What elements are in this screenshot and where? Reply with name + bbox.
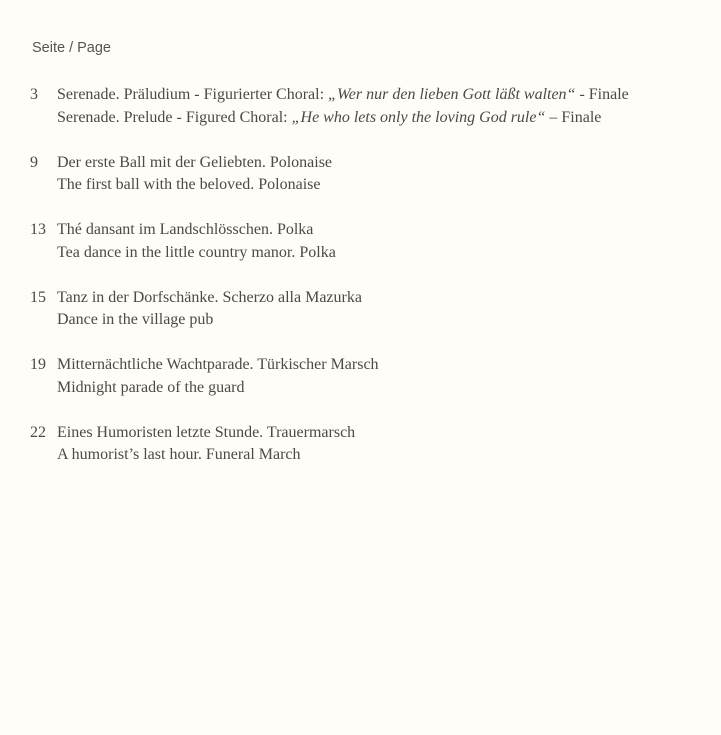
german-title: Der erste Ball mit der Geliebten. Polonaise [57, 153, 333, 171]
english-quote: „He who lets only the loving God rule“ [291, 108, 546, 126]
toc-entry [30, 84, 710, 152]
toc-entry [30, 219, 710, 287]
page-number: 13 [30, 221, 46, 238]
english-title: The first ball with the beloved. Polonaise [57, 176, 321, 193]
english-title: Serenade. Prelude - Figured Choral: „He who lets only the loving God rule“ – Finale [57, 108, 602, 126]
german-title: Tanz in der Dorfschänke. Scherzo alla Mazurka [57, 288, 362, 306]
page-column-header: Seite / Page [32, 40, 111, 56]
german-title: Mitternächtliche Wachtparade. Türkischer Marsch [57, 356, 379, 373]
page-number: 15 [30, 288, 46, 306]
toc-entry [30, 422, 710, 490]
page-number: 3 [30, 86, 38, 103]
toc-entry [30, 287, 710, 355]
german-title: Serenade. Präludium - Figurierter Choral: „Wer nur den lieben Gott läßt walten“ - Finale [57, 86, 629, 103]
german-title: Eines Humoristen letzte Stunde. Trauermarsch [57, 423, 356, 441]
page-number: 19 [30, 356, 46, 373]
table-of-contents [30, 84, 710, 489]
page-number: 9 [30, 153, 38, 171]
page-number: 22 [30, 423, 46, 441]
german-title: Thé dansant im Landschlösschen. Polka [57, 221, 314, 238]
english-title: Tea dance in the little country manor. Polka [57, 243, 336, 261]
toc-entry [30, 152, 710, 220]
toc-entry [30, 354, 710, 422]
english-title: Midnight parade of the guard [57, 378, 245, 396]
english-title: A humorist’s last hour. Funeral March [57, 446, 301, 463]
english-title: Dance in the village pub [57, 311, 214, 328]
german-quote: „Wer nur den lieben Gott läßt walten“ [328, 86, 576, 103]
